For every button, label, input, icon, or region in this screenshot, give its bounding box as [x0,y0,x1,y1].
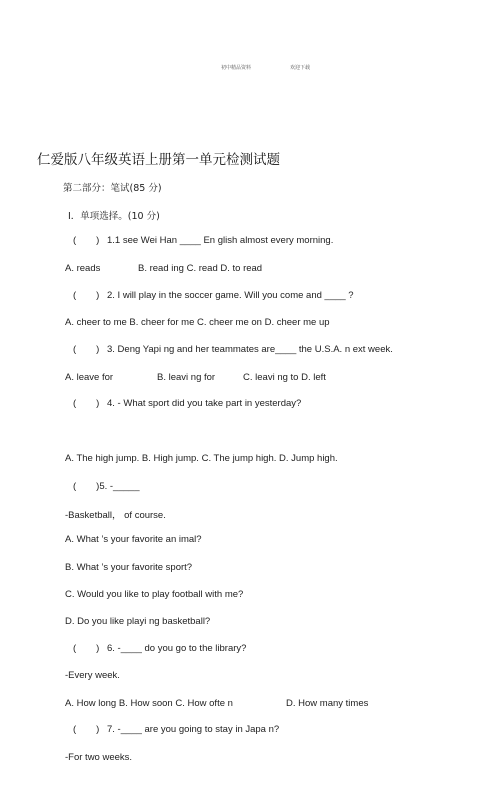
question-1 [73,235,333,246]
question-text: 4. - What sport did you take part in yesterday? [107,398,302,409]
paren-open: ( [73,344,77,355]
reply-5: -Basketball， of course. [65,510,166,521]
paren-open: ( [73,481,77,492]
question-text: 3. Deng Yapi ng and her teammates are____ the U.S.A. n ext week. [107,344,393,355]
paren-open: ( [73,643,77,654]
option-5a: A. What ’s your favorite an imal? [65,534,202,545]
paren-open: ( [73,724,77,735]
question-7 [73,724,279,735]
question-5 [73,481,139,492]
option-5b: B. What ’s your favorite sport? [65,562,193,573]
paren-close: ) [96,290,100,301]
option-5c: C. Would you like to play football with me? [65,589,244,600]
part-heading: 第二部分：笔试(85 分) [63,183,162,194]
question-3 [73,344,393,355]
options-2: A. cheer to me B. cheer for me C. cheer me on D. cheer me up [65,317,330,328]
option-1a: A. reads [65,263,101,274]
question-4 [73,398,301,409]
question-6 [73,643,246,654]
paren-close: ) [96,344,100,355]
paren-close: ) [96,724,100,735]
section-heading: Ⅰ．单项选择。(10 分) [68,211,160,222]
paren-open: ( [73,290,77,301]
question-text: 7. -____ are you going to stay in Japa n? [107,724,280,735]
paren-open: ( [73,398,77,409]
options-6abc: A. How long B. How soon C. How ofte n [65,698,233,709]
paren-close: ) [96,235,100,246]
header-right: 欢迎下载 [290,65,311,71]
paren-close: ) [96,643,100,654]
reply-7: -For two weeks. [65,752,133,763]
option-6d: D. How many times [286,698,369,709]
paren-close: ) [96,398,100,409]
option-5d: D. Do you like playi ng basketball? [65,616,211,627]
page-title: 仁爱版八年级英语上册第一单元检测试题 [37,152,280,168]
question-text: 1.1 see Wei Han ____ En glish almost every morning. [107,235,334,246]
option-3cd: C. leavi ng to D. left [243,372,326,383]
question-text: 6. -____ do you go to the library? [107,643,247,654]
option-3b: B. leavi ng for [157,372,216,383]
question-2 [73,290,354,301]
question-text: 2. I will play in the soccer game. Will you come and ____ ? [107,290,354,301]
option-3a: A. leave for [65,372,114,383]
options-1: B. read ing C. read D. to read [138,263,263,274]
header-left: 初中精品资料 [221,65,252,71]
reply-6: -Every week. [65,670,120,681]
paren-open: ( [73,235,77,246]
question-text: )5. -_____ [96,481,140,492]
options-4: A. The high jump. B. High jump. C. The jump high. D. Jump high. [65,453,338,464]
